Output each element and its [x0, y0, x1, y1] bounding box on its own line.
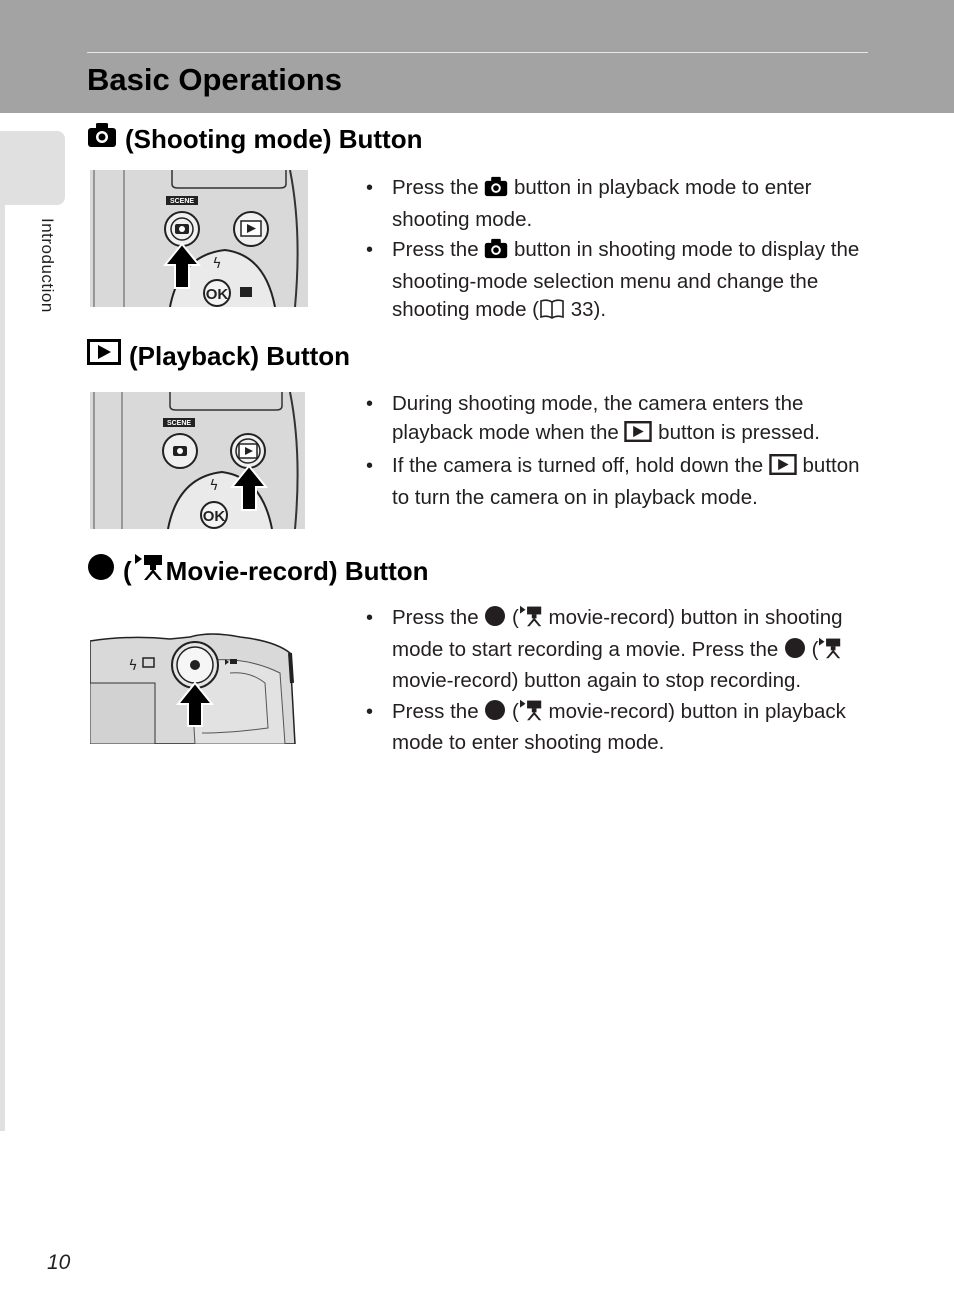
camera-icon: [484, 238, 508, 268]
book-icon: [539, 299, 565, 328]
camera-icon: [484, 176, 508, 206]
movie-bullets: [366, 604, 866, 760]
movie-camera-icon: [519, 605, 543, 636]
playback-icon: [769, 454, 797, 484]
shooting-button-illustration: [90, 170, 308, 307]
shooting-bullets: [366, 174, 866, 330]
section-heading-text: (Playback) Button: [129, 341, 351, 371]
side-tab: [0, 131, 65, 205]
bullet-text: Press the: [392, 238, 485, 261]
svg-text:ϟ: ϟ: [128, 658, 138, 674]
playback-button-illustration: [90, 392, 305, 529]
bullet-text: movie-record) button again to stop recording.: [392, 669, 802, 692]
playback-icon: [624, 421, 652, 451]
movie-camera-icon: [519, 699, 543, 730]
section-heading-movie: [87, 553, 429, 589]
list-item: [366, 390, 866, 450]
bullet-text: movie-record) button in shooting mode to start recording a movie. Press the: [392, 606, 843, 661]
movie-camera-icon: [818, 637, 842, 668]
section-heading-playback: [87, 339, 350, 373]
movie-record-illustration: [90, 633, 308, 744]
playback-bullets: [366, 390, 866, 514]
ok-label: OK: [202, 508, 226, 525]
section-heading-shooting: [87, 122, 422, 156]
camera-icon: [87, 122, 117, 156]
side-tab-label: Introduction: [38, 218, 57, 313]
playback-icon: [87, 339, 121, 373]
list-item: [366, 236, 866, 328]
side-strip: [0, 131, 5, 1131]
section-heading-text: (: [123, 556, 132, 586]
bullet-text: button in shooting mode to display the shooting-mode selection menu and change the shooting mode (: [392, 238, 860, 321]
bullet-text: Press the: [392, 699, 485, 723]
scene-label: SCENE: [166, 420, 192, 427]
page-title: Basic Operations: [87, 62, 342, 97]
list-item: [366, 174, 866, 234]
bullet-text: 33).: [565, 298, 607, 321]
svg-text:ϟ: ϟ: [212, 256, 222, 272]
bullet-text: (: [506, 606, 519, 629]
record-dot-icon: [484, 699, 506, 730]
bullet-text: If the camera is turned off, hold down the: [392, 454, 769, 477]
bullet-text: button in playback mode to enter shooting mode.: [392, 176, 812, 231]
bullet-text: movie-record) button in playback mode to enter shooting mode.: [392, 699, 846, 754]
bullet-text: During shooting mode, the camera enters the playback mode when the: [392, 392, 804, 444]
record-dot-icon: [784, 637, 806, 668]
bullet-text: button to turn the camera on in playback mode.: [392, 454, 860, 509]
record-dot-icon: [87, 553, 115, 589]
svg-text:ϟ: ϟ: [209, 478, 219, 494]
list-item: [366, 452, 866, 512]
list-item: [366, 698, 866, 758]
bullet-text: Press the: [392, 606, 485, 629]
section-heading-text: (Shooting mode) Button: [125, 124, 423, 154]
bullet-text: (: [506, 699, 519, 723]
header-rule: [87, 52, 868, 53]
ok-label: OK: [205, 286, 229, 303]
bullet-text: (: [805, 637, 819, 661]
section-heading-suffix: Movie-record) Button: [165, 556, 429, 586]
record-dot-icon: [484, 605, 506, 636]
bullet-text: button is pressed.: [652, 420, 820, 444]
list-item: [366, 604, 866, 696]
page-number: 10: [47, 1251, 71, 1274]
movie-camera-icon: [134, 553, 164, 589]
bullet-text: Press the: [392, 176, 485, 199]
scene-label: SCENE: [169, 198, 195, 205]
